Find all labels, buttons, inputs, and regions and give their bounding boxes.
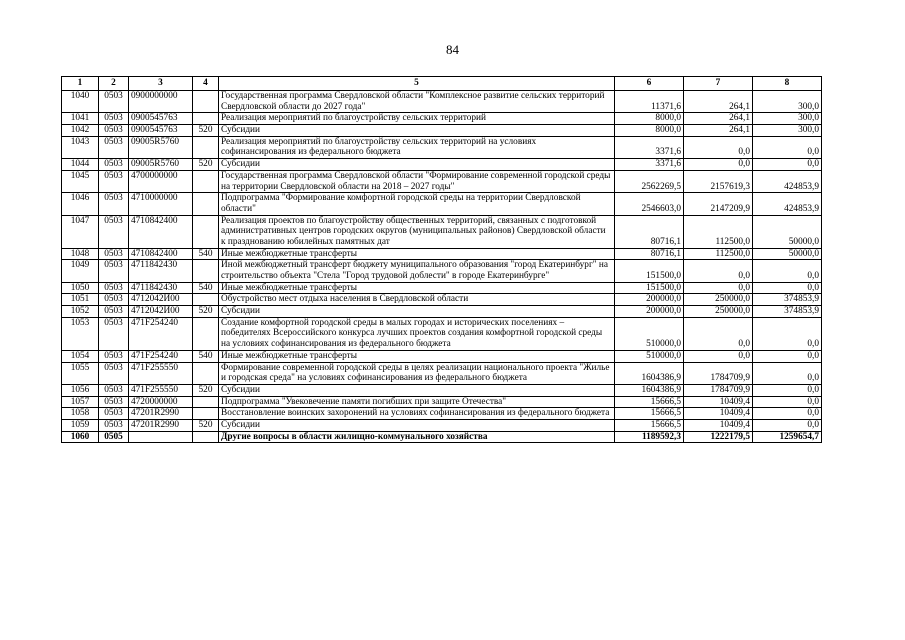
table-row [62, 419, 822, 431]
amount-col-8: 0,0 [753, 136, 822, 158]
target-article-code: 0900000000 [129, 91, 193, 113]
item-name: Субсидии [219, 306, 615, 318]
col-header-4: 4 [193, 77, 219, 91]
section-code: 0505 [99, 431, 129, 443]
table-row [62, 170, 822, 192]
amount-col-7: 264,1 [684, 91, 753, 113]
amount-col-6: 15666,5 [615, 419, 684, 431]
target-article-code: 0900545763 [129, 125, 193, 137]
item-name: Субсидии [219, 159, 615, 171]
row-number: 1055 [62, 362, 99, 384]
amount-col-8: 0,0 [753, 396, 822, 408]
target-article-code: 0900545763 [129, 113, 193, 125]
section-code: 0503 [99, 215, 129, 248]
amount-col-6: 8000,0 [615, 113, 684, 125]
row-number: 1045 [62, 170, 99, 192]
section-code: 0503 [99, 419, 129, 431]
table-row [62, 91, 822, 113]
section-code: 0503 [99, 159, 129, 171]
amount-col-7: 264,1 [684, 113, 753, 125]
col-header-6: 6 [615, 77, 684, 91]
amount-col-7: 0,0 [684, 350, 753, 362]
col-header-2: 2 [99, 77, 129, 91]
amount-col-7: 0,0 [684, 260, 753, 282]
row-number: 1056 [62, 384, 99, 396]
item-name: Субсидии [219, 125, 615, 137]
section-code: 0503 [99, 396, 129, 408]
amount-col-6: 8000,0 [615, 125, 684, 137]
row-number: 1049 [62, 260, 99, 282]
item-name: Другие вопросы в области жилищно-коммунального хозяйства [219, 431, 615, 443]
table-row [62, 113, 822, 125]
amount-col-7: 2157619,3 [684, 170, 753, 192]
item-name: Реализация проектов по благоустройству общественных территорий, связанных с подготовкой административных центров городских округов (муниципальных районов) Свердловской области к празднованию юбилейных памятных дат [219, 215, 615, 248]
expense-type-code: 540 [193, 248, 219, 260]
amount-col-6: 151500,0 [615, 282, 684, 294]
target-article-code: 47201R2990 [129, 408, 193, 420]
target-article-code: 4712042И00 [129, 294, 193, 306]
table-row [62, 317, 822, 350]
expense-type-code: 520 [193, 306, 219, 318]
table-row [62, 282, 822, 294]
amount-col-8: 0,0 [753, 282, 822, 294]
amount-col-8: 0,0 [753, 419, 822, 431]
target-article-code: 471F255550 [129, 384, 193, 396]
amount-col-6: 151500,0 [615, 260, 684, 282]
amount-col-8: 0,0 [753, 159, 822, 171]
section-code: 0503 [99, 350, 129, 362]
target-article-code: 471F254240 [129, 317, 193, 350]
budget-table [61, 76, 822, 443]
row-number: 1057 [62, 396, 99, 408]
amount-col-6: 510000,0 [615, 317, 684, 350]
table-header-row [62, 77, 822, 91]
table-row [62, 125, 822, 137]
amount-col-7: 0,0 [684, 136, 753, 158]
row-number: 1046 [62, 193, 99, 215]
amount-col-7: 112500,0 [684, 248, 753, 260]
section-code: 0503 [99, 170, 129, 192]
amount-col-6: 15666,5 [615, 408, 684, 420]
target-article-code: 4710842400 [129, 248, 193, 260]
amount-col-8: 0,0 [753, 408, 822, 420]
amount-col-8: 0,0 [753, 317, 822, 350]
amount-col-8: 424853,9 [753, 170, 822, 192]
table-row [62, 306, 822, 318]
expense-type-code: 520 [193, 125, 219, 137]
table-row [62, 159, 822, 171]
expense-type-code [193, 215, 219, 248]
expense-type-code [193, 170, 219, 192]
item-name: Иные межбюджетные трансферты [219, 282, 615, 294]
table-row [62, 248, 822, 260]
item-name: Создание комфортной городской среды в малых городах и исторических поселениях – победителях Всероссийского конкурса лучших проектов создания комфортной городской среды на условиях софинансирования из федерального бюджета [219, 317, 615, 350]
amount-col-6: 15666,5 [615, 396, 684, 408]
amount-col-7: 10409,4 [684, 419, 753, 431]
amount-col-7: 2147209,9 [684, 193, 753, 215]
expense-type-code: 540 [193, 282, 219, 294]
expense-type-code: 520 [193, 159, 219, 171]
amount-col-6: 3371,6 [615, 136, 684, 158]
amount-col-8: 0,0 [753, 384, 822, 396]
target-article-code [129, 431, 193, 443]
expense-type-code [193, 294, 219, 306]
amount-col-8: 50000,0 [753, 215, 822, 248]
target-article-code: 09005R5760 [129, 136, 193, 158]
amount-col-8: 424853,9 [753, 193, 822, 215]
amount-col-8: 300,0 [753, 125, 822, 137]
target-article-code: 471F254240 [129, 350, 193, 362]
item-name: Подпрограмма "Формирование комфортной городской среды на территории Свердловской области" [219, 193, 615, 215]
amount-col-6: 1604386,9 [615, 384, 684, 396]
amount-col-7: 10409,4 [684, 396, 753, 408]
amount-col-6: 80716,1 [615, 248, 684, 260]
section-code: 0503 [99, 317, 129, 350]
item-name: Реализация мероприятий по благоустройству сельских территорий [219, 113, 615, 125]
item-name: Восстановление воинских захоронений на условиях софинансирования из федерального бюджета [219, 408, 615, 420]
row-number: 1040 [62, 91, 99, 113]
section-code: 0503 [99, 113, 129, 125]
amount-col-8: 0,0 [753, 260, 822, 282]
item-name: Государственная программа Свердловской области "Комплексное развитие сельских территорий Свердловской области до 2027 года" [219, 91, 615, 113]
amount-col-7: 250000,0 [684, 306, 753, 318]
row-number: 1053 [62, 317, 99, 350]
section-code: 0503 [99, 306, 129, 318]
target-article-code: 4720000000 [129, 396, 193, 408]
amount-col-6: 1189592,3 [615, 431, 684, 443]
row-number: 1058 [62, 408, 99, 420]
amount-col-6: 1604386,9 [615, 362, 684, 384]
amount-col-6: 3371,6 [615, 159, 684, 171]
section-code: 0503 [99, 193, 129, 215]
item-name: Подпрограмма "Увековечение памяти погибших при защите Отечества" [219, 396, 615, 408]
item-name: Иные межбюджетные трансферты [219, 248, 615, 260]
row-number: 1060 [62, 431, 99, 443]
expense-type-code: 540 [193, 350, 219, 362]
amount-col-8: 300,0 [753, 91, 822, 113]
amount-col-6: 2562269,5 [615, 170, 684, 192]
amount-col-8: 0,0 [753, 362, 822, 384]
table-row [62, 260, 822, 282]
table-body [62, 91, 822, 443]
amount-col-7: 0,0 [684, 317, 753, 350]
item-name: Формирование современной городской среды в целях реализации национального проекта "Жилье и городская среда" на условиях софинансирования из федерального бюджета [219, 362, 615, 384]
expense-type-code [193, 113, 219, 125]
item-name: Иные межбюджетные трансферты [219, 350, 615, 362]
expense-type-code [193, 91, 219, 113]
amount-col-6: 80716,1 [615, 215, 684, 248]
target-article-code: 4710842400 [129, 215, 193, 248]
row-number: 1043 [62, 136, 99, 158]
row-number: 1059 [62, 419, 99, 431]
target-article-code: 4711842430 [129, 282, 193, 294]
expense-type-code [193, 136, 219, 158]
expense-type-code [193, 317, 219, 350]
amount-col-8: 300,0 [753, 113, 822, 125]
table-row [62, 294, 822, 306]
section-code: 0503 [99, 136, 129, 158]
amount-col-7: 0,0 [684, 282, 753, 294]
row-number: 1042 [62, 125, 99, 137]
page-number: 84 [446, 42, 459, 57]
section-code: 0503 [99, 91, 129, 113]
amount-col-6: 510000,0 [615, 350, 684, 362]
table-row [62, 215, 822, 248]
section-code: 0503 [99, 294, 129, 306]
amount-col-6: 200000,0 [615, 306, 684, 318]
amount-col-8: 374853,9 [753, 294, 822, 306]
amount-col-6: 2546603,0 [615, 193, 684, 215]
amount-col-8: 374853,9 [753, 306, 822, 318]
target-article-code: 4700000000 [129, 170, 193, 192]
section-code: 0503 [99, 248, 129, 260]
section-code: 0503 [99, 282, 129, 294]
amount-col-6: 200000,0 [615, 294, 684, 306]
col-header-5: 5 [219, 77, 615, 91]
table-row [62, 136, 822, 158]
amount-col-8: 1259654,7 [753, 431, 822, 443]
expense-type-code [193, 408, 219, 420]
row-number: 1054 [62, 350, 99, 362]
table-row [62, 362, 822, 384]
table-row [62, 431, 822, 443]
item-name: Реализация мероприятий по благоустройству сельских территорий на условиях софинансирования из федерального бюджета [219, 136, 615, 158]
item-name: Обустройство мест отдыха населения в Свердловской области [219, 294, 615, 306]
amount-col-7: 250000,0 [684, 294, 753, 306]
expense-type-code [193, 362, 219, 384]
col-header-7: 7 [684, 77, 753, 91]
expense-type-code [193, 193, 219, 215]
row-number: 1051 [62, 294, 99, 306]
amount-col-7: 264,1 [684, 125, 753, 137]
amount-col-7: 10409,4 [684, 408, 753, 420]
row-number: 1044 [62, 159, 99, 171]
section-code: 0503 [99, 384, 129, 396]
section-code: 0503 [99, 362, 129, 384]
target-article-code: 4710000000 [129, 193, 193, 215]
row-number: 1050 [62, 282, 99, 294]
expense-type-code [193, 431, 219, 443]
expense-type-code: 520 [193, 384, 219, 396]
item-name: Субсидии [219, 384, 615, 396]
section-code: 0503 [99, 408, 129, 420]
section-code: 0503 [99, 260, 129, 282]
col-header-1: 1 [62, 77, 99, 91]
item-name: Субсидии [219, 419, 615, 431]
amount-col-6: 11371,6 [615, 91, 684, 113]
row-number: 1048 [62, 248, 99, 260]
expense-type-code: 520 [193, 419, 219, 431]
target-article-code: 09005R5760 [129, 159, 193, 171]
amount-col-8: 50000,0 [753, 248, 822, 260]
amount-col-7: 1784709,9 [684, 362, 753, 384]
col-header-3: 3 [129, 77, 193, 91]
amount-col-7: 1222179,5 [684, 431, 753, 443]
col-header-8: 8 [753, 77, 822, 91]
table-row [62, 350, 822, 362]
amount-col-8: 0,0 [753, 350, 822, 362]
amount-col-7: 112500,0 [684, 215, 753, 248]
target-article-code: 4712042И00 [129, 306, 193, 318]
expense-type-code [193, 396, 219, 408]
target-article-code: 4711842430 [129, 260, 193, 282]
amount-col-7: 0,0 [684, 159, 753, 171]
table-row [62, 408, 822, 420]
expense-type-code [193, 260, 219, 282]
row-number: 1047 [62, 215, 99, 248]
amount-col-7: 1784709,9 [684, 384, 753, 396]
target-article-code: 47201R2990 [129, 419, 193, 431]
table-row [62, 396, 822, 408]
target-article-code: 471F255550 [129, 362, 193, 384]
row-number: 1041 [62, 113, 99, 125]
table-row [62, 384, 822, 396]
table-row [62, 193, 822, 215]
item-name: Иной межбюджетный трансферт бюджету муниципального образования "город Екатеринбург" на строительство объекта "Стела "Город трудовой доблести" в городе Екатеринбурге" [219, 260, 615, 282]
item-name: Государственная программа Свердловской области "Формирование современной городской среды на территории Свердловской области на 2018 – 2027 годы" [219, 170, 615, 192]
row-number: 1052 [62, 306, 99, 318]
section-code: 0503 [99, 125, 129, 137]
